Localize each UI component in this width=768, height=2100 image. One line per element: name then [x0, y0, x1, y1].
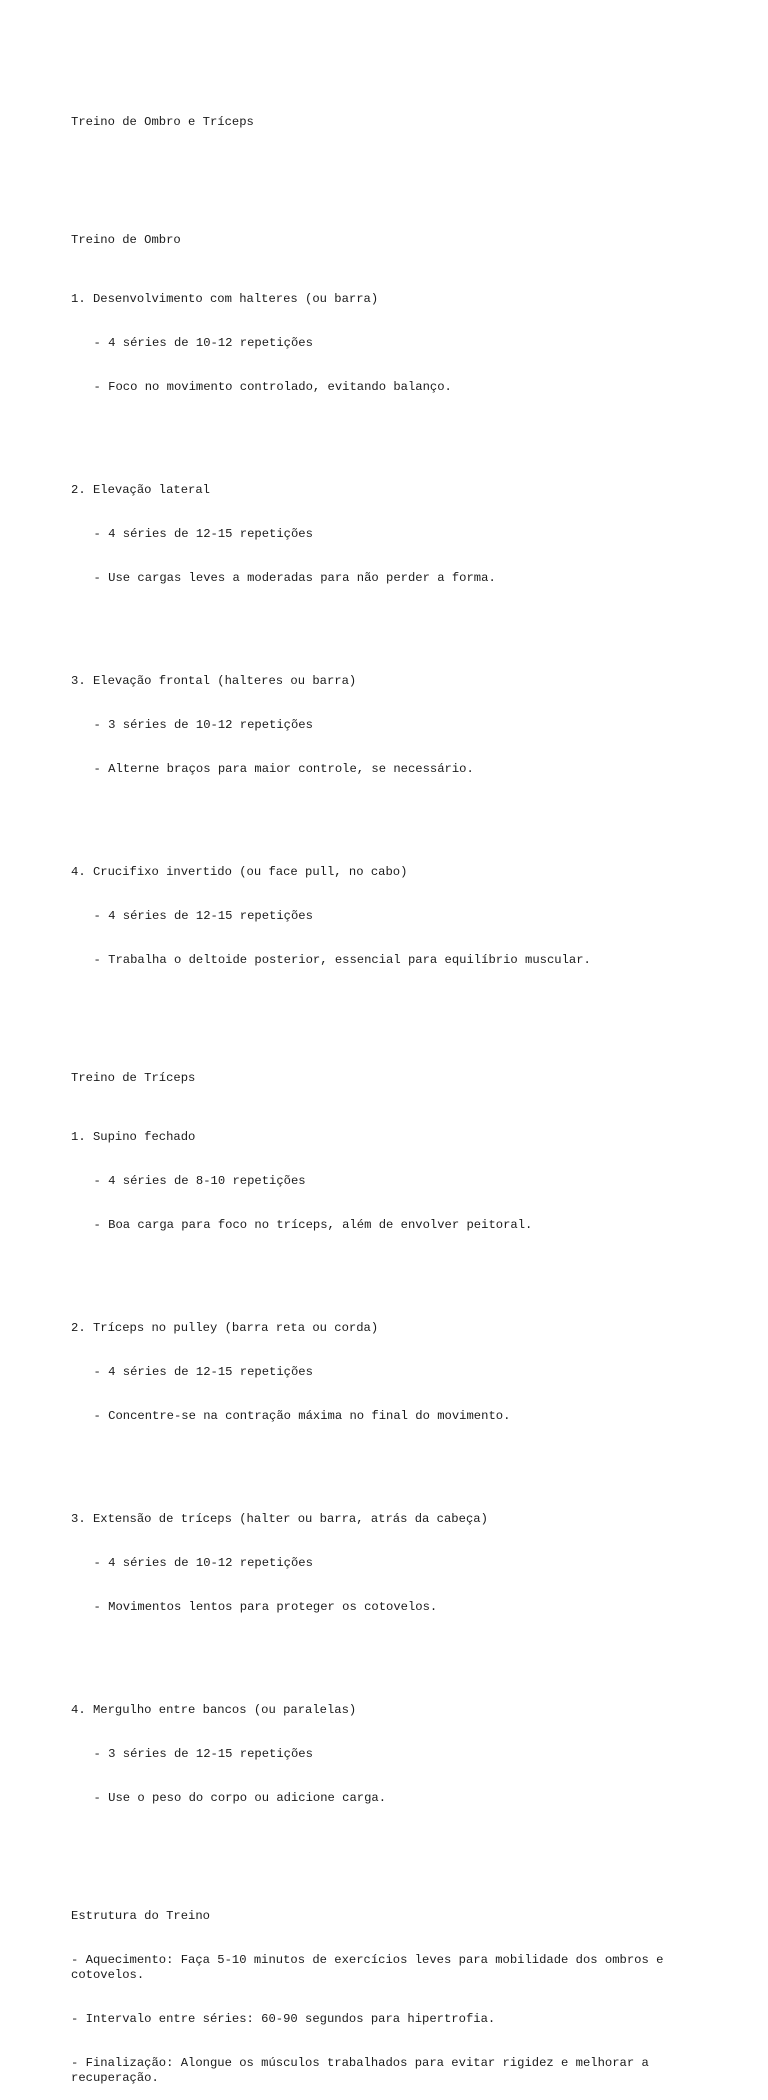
spacer	[71, 1644, 711, 1659]
structure-item: - Intervalo entre séries: 60-90 segundos para hipertrofia.	[71, 2011, 496, 2026]
exercise-name: 1. Supino fechado	[71, 1129, 196, 1144]
exercise-name: 3. Elevação frontal (halteres ou barra)	[71, 674, 357, 689]
exercise-detail: - 4 séries de 10-12 repetições	[93, 335, 313, 350]
exercise-detail: - 4 séries de 12-15 repetições	[93, 527, 313, 542]
spacer	[71, 998, 711, 1013]
spacer	[71, 806, 711, 821]
section-heading-ombro: Treino de Ombro	[71, 233, 181, 248]
exercise-detail: - Movimentos lentos para proteger os cotovelos.	[93, 1600, 438, 1615]
exercise-detail: - Concentre-se na contração máxima no final do movimento.	[93, 1409, 511, 1424]
structure-item: - Finalização: Alongue os músculos trabalhados para evitar rigidez e melhorar a recuperação.	[71, 2056, 657, 2085]
exercise-name: 4. Mergulho entre bancos (ou paralelas)	[71, 1703, 357, 1718]
document-page	[71, 86, 711, 2100]
exercise-name: 1. Desenvolvimento com halteres (ou barra)	[71, 291, 379, 306]
exercise-detail: - 4 séries de 10-12 repetições	[93, 1556, 313, 1571]
exercise-detail: - Boa carga para foco no tríceps, além de envolver peitoral.	[93, 1218, 533, 1233]
exercise-name: 2. Tríceps no pulley (barra reta ou corda)	[71, 1320, 379, 1335]
exercise-detail: - Use o peso do corpo ou adicione carga.	[93, 1791, 387, 1806]
spacer	[71, 160, 711, 175]
exercise-detail: - 3 séries de 10-12 repetições	[93, 718, 313, 733]
exercise-name: 3. Extensão de tríceps (halter ou barra, atrás da cabeça)	[71, 1512, 488, 1527]
spacer	[71, 615, 711, 630]
spacer	[71, 1836, 711, 1851]
exercise-detail: - 4 séries de 12-15 repetições	[93, 909, 313, 924]
section-heading-triceps: Treino de Tríceps	[71, 1071, 196, 1086]
exercise-detail: - Alterne braços para maior controle, se necessário.	[93, 762, 474, 777]
spacer	[71, 1262, 711, 1277]
exercise-name: 4. Crucifixo invertido (ou face pull, no cabo)	[71, 865, 408, 880]
spacer	[71, 424, 711, 439]
exercise-detail: - 4 séries de 8-10 repetições	[93, 1173, 306, 1188]
exercise-detail: - 4 séries de 12-15 repetições	[93, 1365, 313, 1380]
structure-item: - Aquecimento: Faça 5-10 minutos de exercícios leves para mobilidade dos ombros e cotovelos.	[71, 1953, 671, 1982]
exercise-detail: - 3 séries de 12-15 repetições	[93, 1747, 313, 1762]
document-title: Treino de Ombro e Tríceps	[71, 115, 254, 130]
section-heading-estrutura: Estrutura do Treino	[71, 1909, 210, 1924]
exercise-detail: - Trabalha o deltoide posterior, essencial para equilíbrio muscular.	[93, 953, 591, 968]
exercise-detail: - Foco no movimento controlado, evitando balanço.	[93, 380, 452, 395]
exercise-name: 2. Elevação lateral	[71, 482, 210, 497]
exercise-detail: - Use cargas leves a moderadas para não perder a forma.	[93, 571, 496, 586]
spacer	[71, 1453, 711, 1468]
